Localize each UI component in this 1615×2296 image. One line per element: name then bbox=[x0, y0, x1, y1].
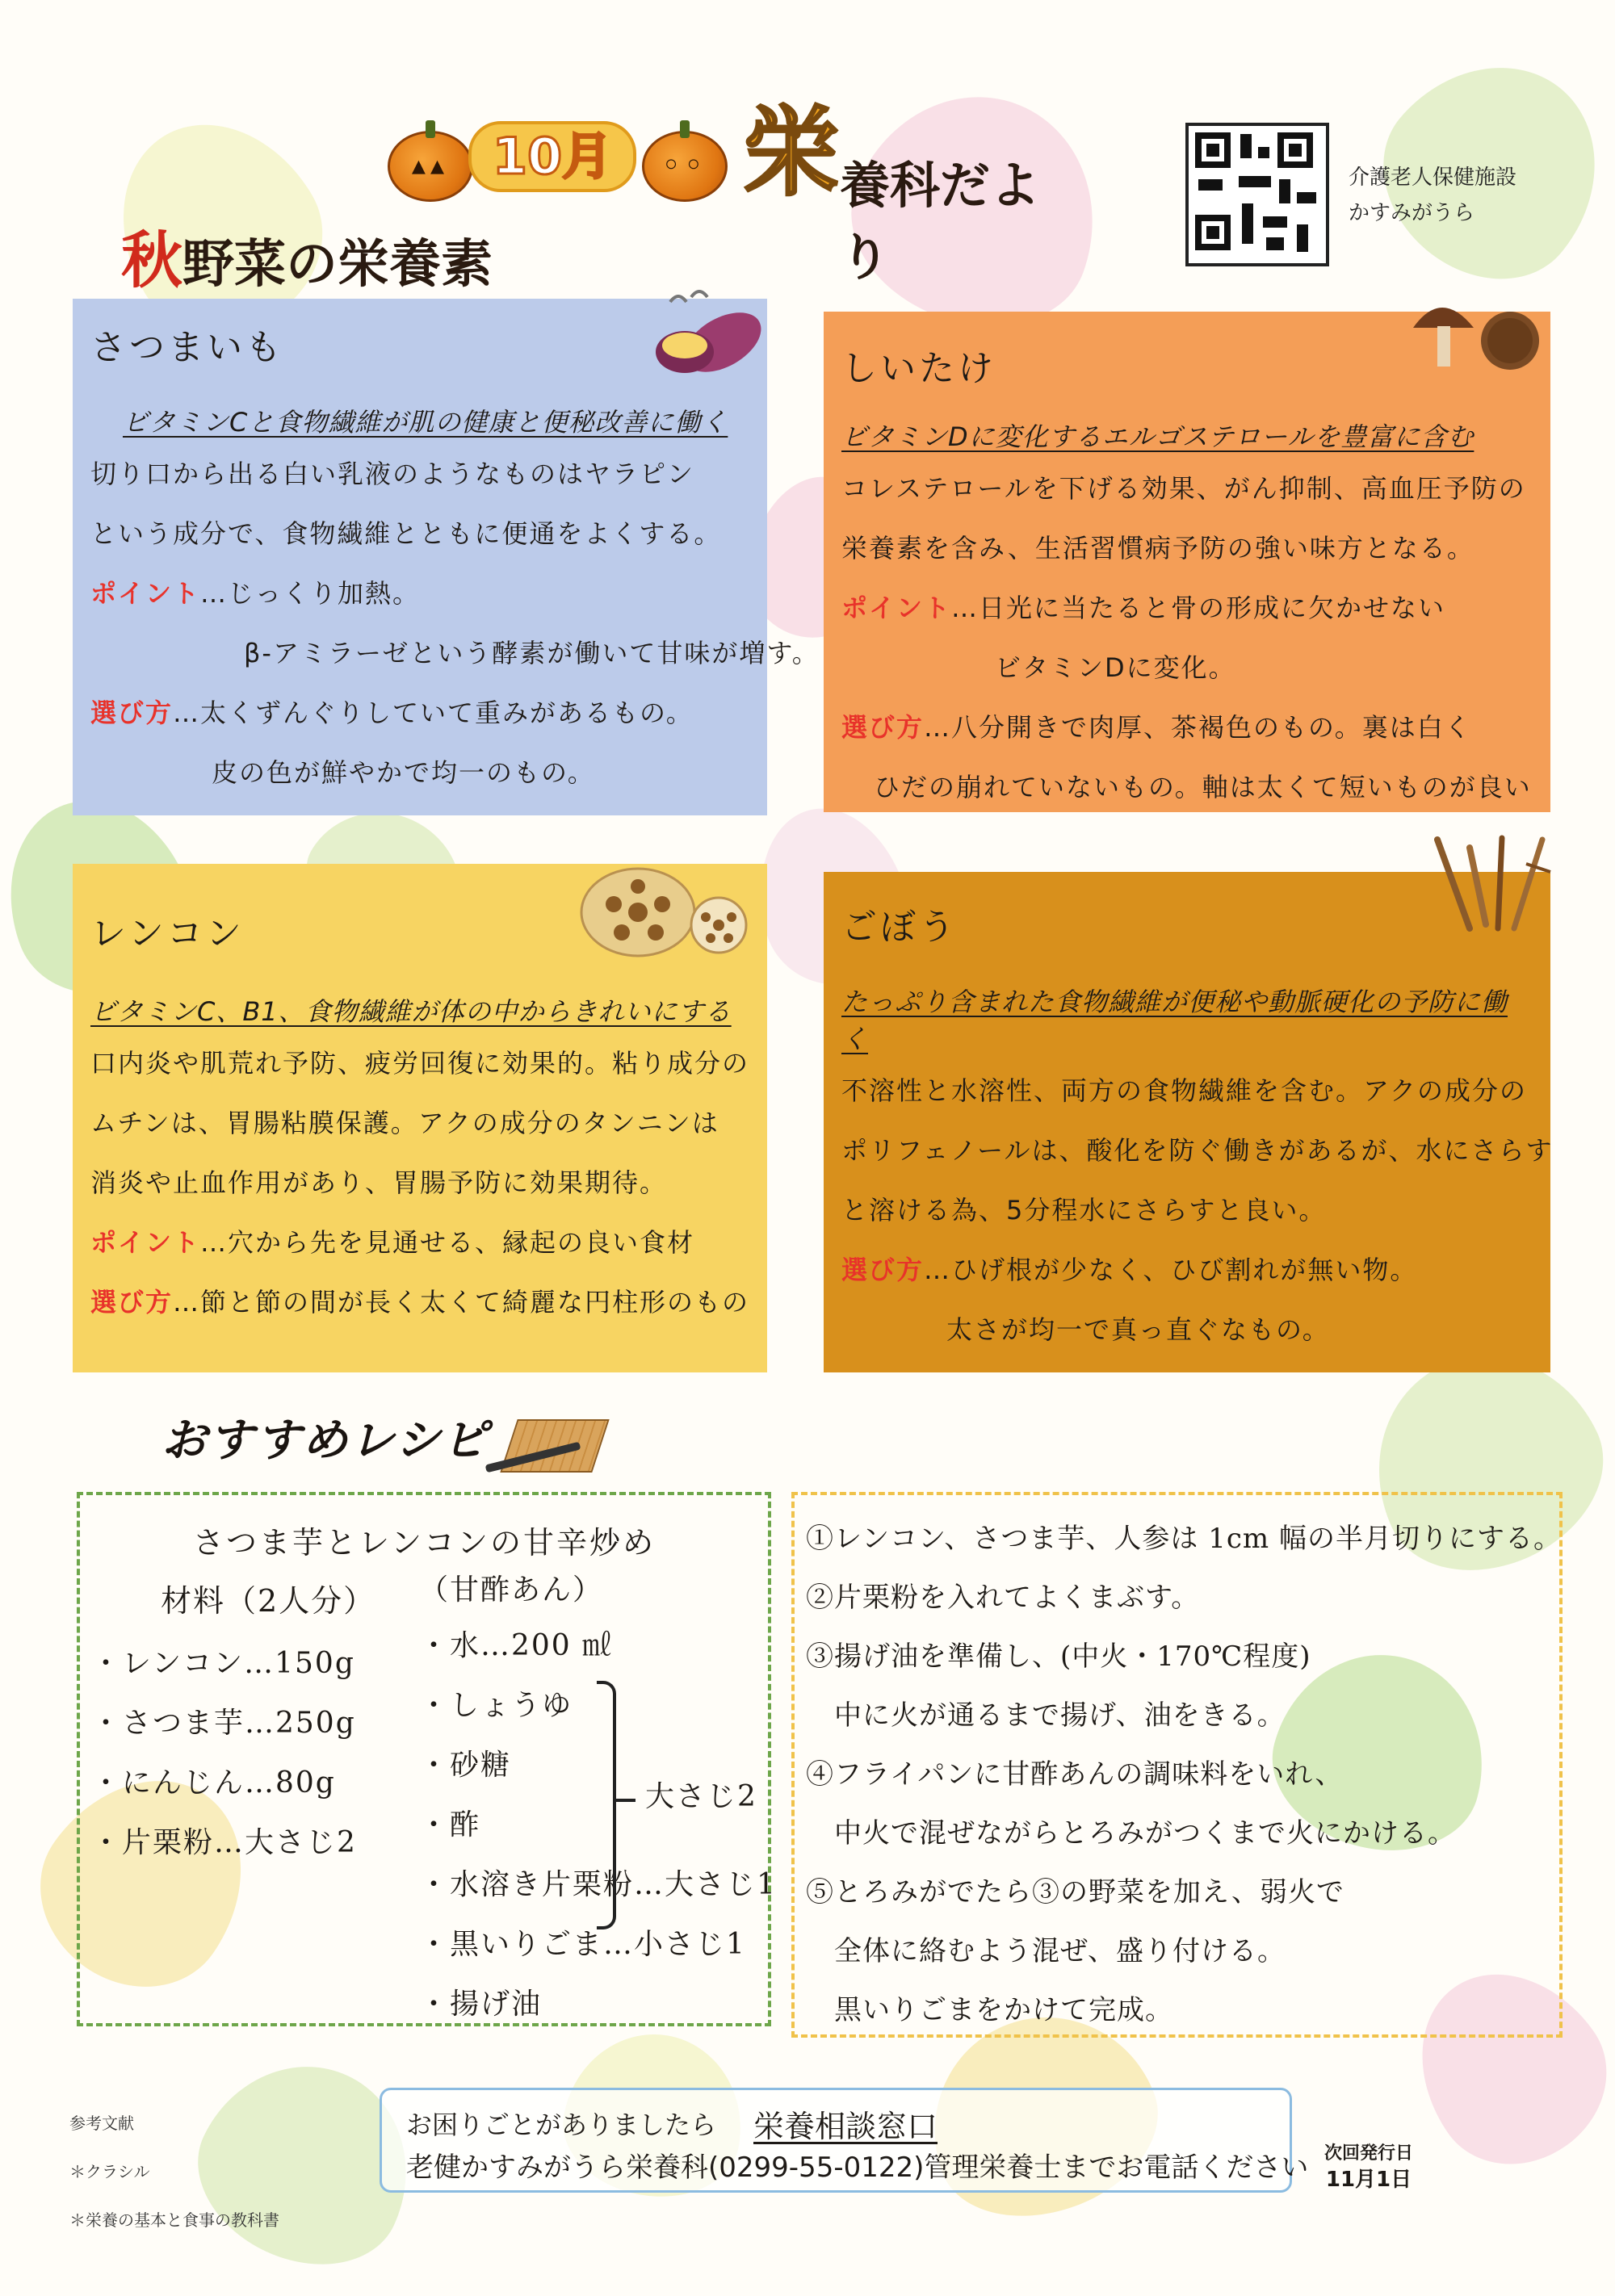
choose-label: 選び方 bbox=[90, 698, 174, 728]
next-issue bbox=[1324, 2141, 1413, 2193]
next-issue-label: 次回発行日 bbox=[1324, 2143, 1414, 2164]
next-issue-date: 11月1日 bbox=[1325, 2168, 1412, 2192]
point-text: β-アミラーゼという酵素が働いて甘味が増す。 bbox=[244, 638, 820, 668]
reference-line: 参考文献 bbox=[69, 2114, 134, 2133]
grouping-brace-tip bbox=[616, 1799, 636, 1802]
point-text: …穴から先を見通せる、縁起の良い食材 bbox=[200, 1227, 695, 1258]
section-title-text: 野菜の栄養素 bbox=[182, 235, 493, 295]
choose-text: ひだの崩れていないもの。軸は太くて短いものが良い bbox=[874, 772, 1532, 802]
card-shiitake bbox=[824, 312, 1550, 812]
recipe-section-title: おすすめレシピ bbox=[162, 1414, 489, 1467]
card-title: さつまいも bbox=[90, 327, 284, 368]
sauce-item: ・揚げ油 bbox=[419, 1988, 543, 2021]
dish-name: さつま芋とレンコンの甘辛炒め bbox=[193, 1525, 656, 1561]
month-badge: 10月 bbox=[468, 121, 636, 192]
sweet-potato-icon bbox=[638, 278, 767, 383]
ingredient-item: ・にんじん…80g bbox=[91, 1766, 336, 1800]
recipe-step: ④フライパンに甘酢あんの調味料をいれ、 bbox=[806, 1758, 1344, 1791]
title-kanji: 栄 bbox=[743, 97, 840, 209]
choose-label: 選び方 bbox=[841, 1255, 925, 1285]
ingredients-box bbox=[77, 1492, 777, 2026]
card-body-line: 切り口から出る白い乳液のようなものはヤラピン bbox=[90, 459, 695, 489]
card-body-line: コレステロールを下げる効果、がん抑制、高血圧予防の bbox=[841, 473, 1526, 504]
card-tagline: ビタミンCと食物繊維が肌の健康と便秘改善に働く bbox=[123, 407, 728, 438]
card-gobo bbox=[824, 872, 1554, 1372]
card-tagline: ビタミンC、B1、食物繊維が体の中からきれいにする bbox=[90, 996, 732, 1027]
card-body-line: ムチンは、胃腸粘膜保護。アクの成分のタンニンは bbox=[90, 1108, 719, 1138]
card-tagline: たっぷり含まれた食物繊維が便秘や動脈硬化の予防に働く bbox=[841, 987, 1508, 1054]
card-sweet-potato bbox=[73, 299, 820, 815]
choose-text: 皮の色が鮮やかで均一のもの。 bbox=[212, 757, 595, 788]
section-title bbox=[121, 212, 493, 300]
recipe-step: ①レンコン、さつま芋、人参は 1cm 幅の半月切りにする。 bbox=[806, 1523, 1562, 1555]
recipe-step: 全体に絡むよう混ぜ、盛り付ける。 bbox=[806, 1935, 1286, 1967]
facility-name bbox=[1349, 160, 1516, 231]
recipe-step: 中に火が通るまで揚げ、油をきる。 bbox=[806, 1699, 1286, 1732]
qr-code-icon bbox=[1185, 123, 1329, 266]
burdock-root-icon bbox=[1421, 832, 1558, 936]
ingredient-item: ・さつま芋…250g bbox=[91, 1707, 356, 1740]
grouping-brace bbox=[597, 1681, 616, 1929]
shiitake-icon bbox=[1405, 287, 1542, 384]
point-text: …じっくり加熱。 bbox=[200, 578, 421, 609]
choose-text: …太くずんぐりしていて重みがあるもの。 bbox=[173, 698, 694, 728]
card-tagline: ビタミンDに変化するエルゴステロールを豊富に含む bbox=[841, 421, 1474, 452]
card-title: ごぼう bbox=[841, 907, 958, 948]
sauce-item: ・砂糖 bbox=[419, 1749, 512, 1782]
sauce-amount: 大さじ2 bbox=[645, 1780, 757, 1813]
ingredient-item: ・片栗粉…大さじ2 bbox=[91, 1826, 357, 1859]
choose-label: 選び方 bbox=[90, 1287, 174, 1318]
choose-label: 選び方 bbox=[841, 712, 925, 743]
point-text: ビタミンDに変化。 bbox=[995, 652, 1236, 683]
sauce-item: ・水…200 ㎖ bbox=[419, 1629, 614, 1662]
pumpkin-icon: ▴▴ bbox=[388, 131, 473, 202]
card-title: しいたけ bbox=[841, 348, 996, 389]
newsletter-title bbox=[388, 97, 1074, 287]
choose-text: …八分開きで肉厚、茶褐色のもの。裏は白く bbox=[924, 712, 1472, 743]
card-body-line: ポリフェノールは、酸化を防ぐ働きがあるが、水にさらす bbox=[841, 1135, 1554, 1166]
ingredients-title: 材料（2人分） bbox=[161, 1583, 376, 1619]
reference-line: ＊クラシル bbox=[69, 2162, 150, 2181]
sauce-title: （甘酢あん） bbox=[419, 1573, 604, 1607]
sauce-item: ・黒いりごま…小さじ1 bbox=[419, 1928, 746, 1961]
pumpkin-icon: ◦◦ bbox=[642, 131, 728, 202]
point-label: ポイント bbox=[841, 593, 952, 623]
card-body-line: と溶ける為、5分程水にさらすと良い。 bbox=[841, 1195, 1327, 1226]
choose-text: …節と節の間が長く太くて綺麗な円柱形のもの bbox=[173, 1287, 750, 1318]
ingredient-item: ・レンコン…150g bbox=[91, 1647, 355, 1680]
recipe-step: ③揚げ油を準備し、(中火・170℃程度) bbox=[806, 1640, 1311, 1673]
choose-text: 太さが均一で真っ直ぐなもの。 bbox=[946, 1314, 1330, 1345]
card-body-line: という成分で、食物繊維とともに便通をよくする。 bbox=[90, 518, 722, 549]
card-body-line: 不溶性と水溶性、両方の食物繊維を含む。アクの成分の bbox=[841, 1075, 1528, 1106]
recipe-steps bbox=[806, 1510, 1562, 2040]
sauce-item: ・しょうゆ bbox=[419, 1689, 573, 1722]
card-body-line: 栄養素を含み、生活習慣病予防の強い味方となる。 bbox=[841, 533, 1474, 564]
point-label: ポイント bbox=[90, 1227, 201, 1258]
steps-box bbox=[791, 1492, 1563, 2038]
point-text: …日光に当たると骨の形成に欠かせない bbox=[951, 593, 1446, 623]
recipe-step: ⑤とろみがでたら③の野菜を加え、弱火で bbox=[806, 1876, 1345, 1908]
contact-window: 栄養相談窓口 bbox=[753, 2109, 938, 2144]
card-title: レンコン bbox=[90, 913, 245, 954]
recipe-step: ②片栗粉を入れてよくまぶす。 bbox=[806, 1582, 1200, 1614]
facility-line: かすみがうら bbox=[1349, 201, 1475, 225]
ingredients-title-wrap bbox=[161, 1576, 375, 1620]
recipe-step: 黒いりごまをかけて完成。 bbox=[806, 1994, 1173, 2026]
title-rest: 養科だより bbox=[840, 156, 1041, 287]
choose-text: …ひげ根が少なく、ひび割れが無い物。 bbox=[924, 1255, 1418, 1285]
contact-intro: お困りごとがありましたら bbox=[406, 2110, 717, 2140]
lotus-root-icon bbox=[573, 864, 751, 961]
point-label: ポイント bbox=[90, 578, 201, 609]
reference-line: ＊栄養の基本と食事の教科書 bbox=[69, 2210, 279, 2230]
contact-line: 老健かすみがうら栄養科(0299-55-0122)管理栄養士までお電話ください bbox=[406, 2151, 1309, 2184]
sauce-item: ・水溶き片栗粉…大さじ1 bbox=[419, 1868, 777, 1901]
card-body-line: 口内炎や肌荒れ予防、疲労回復に効果的。粘り成分の bbox=[90, 1048, 750, 1079]
facility-line: 介護老人保健施設 bbox=[1349, 165, 1517, 190]
sauce-item: ・酢 bbox=[419, 1808, 481, 1841]
recipe-step: 中火で混ぜながらとろみがつくまで火にかける。 bbox=[806, 1817, 1456, 1850]
section-title-accent: 秋 bbox=[121, 224, 182, 296]
ingredients-list bbox=[91, 1634, 357, 1873]
contact-box bbox=[380, 2088, 1309, 2193]
card-renkon bbox=[73, 864, 767, 1372]
card-body-line: 消炎や止血作用があり、胃腸予防に効果期待。 bbox=[90, 1167, 668, 1198]
references bbox=[69, 2099, 279, 2244]
